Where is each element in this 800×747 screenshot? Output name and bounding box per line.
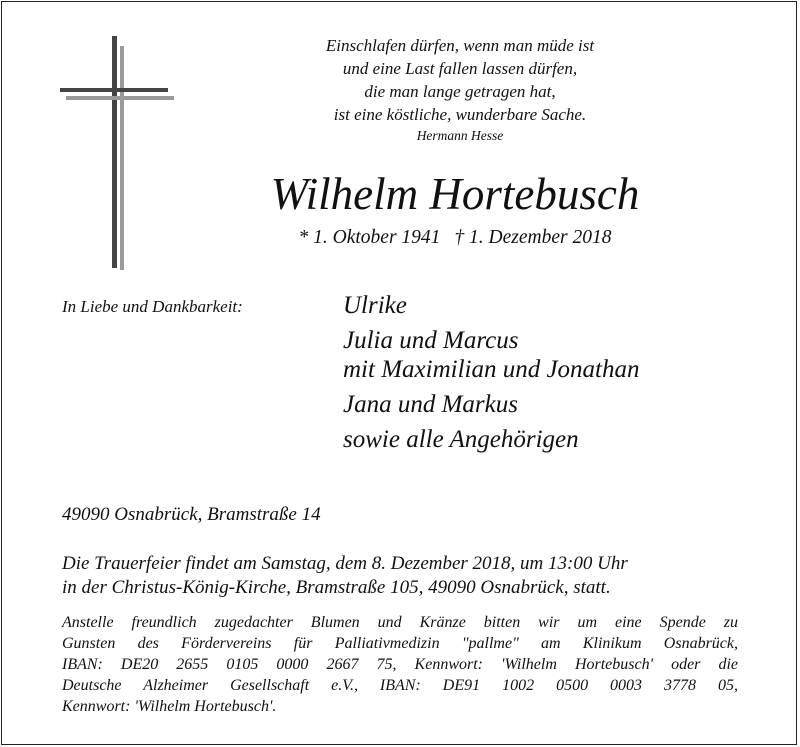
poem-line: und eine Last fallen lassen dürfen, — [342, 59, 578, 78]
mourner-group — [343, 425, 640, 454]
poem-line: Einschlafen dürfen, wenn man müde ist — [325, 36, 595, 55]
latin-cross-icon — [58, 34, 178, 274]
mourners-label: In Liebe und Dankbarkeit: — [62, 297, 243, 316]
mourner-line: sowie alle Angehörigen — [343, 426, 579, 453]
poem-line: ist eine köstliche, wunderbare Sache. — [333, 105, 587, 124]
mourner-line: Jana und Markus — [343, 391, 518, 418]
mourner-line: Ulrike — [343, 292, 407, 319]
birth-date: * 1. Oktober 1941 — [298, 227, 441, 248]
donation-line: Gunsten des Fördervereins für Palliativmedizin "pallme" am Klinikum Osnabrück, — [62, 635, 738, 652]
donation-line: Deutsche Alzheimer Gesellschaft e.V., IBAN: DE91 1002 0500 0003 3778 05, — [62, 677, 738, 694]
donation-line: Kennwort: 'Wilhelm Hortebusch'. — [62, 698, 277, 715]
mourner-group — [343, 291, 640, 320]
cross-horizontal-dark-bar — [60, 88, 168, 92]
mourner-line: Julia und Marcus — [343, 327, 519, 354]
ceremony-line: Die Trauerfeier findet am Samstag, dem 8. Dezember 2018, um 13:00 Uhr — [62, 553, 628, 574]
poem-quote — [260, 34, 660, 146]
family-address: 49090 Osnabrück, Bramstraße 14 — [62, 504, 321, 525]
mourner-group — [343, 390, 640, 419]
donation-request — [62, 612, 738, 717]
cross-horizontal-light-bar — [66, 96, 174, 100]
poem-author: Hermann Hesse — [416, 128, 504, 143]
mourners-list — [343, 291, 640, 460]
cross-vertical-light-bar — [120, 46, 124, 270]
death-date: † 1. Dezember 2018 — [454, 227, 612, 248]
mourner-line: mit Maximilian und Jonathan — [343, 356, 640, 383]
ceremony-line: in der Christus-König-Kirche, Bramstraße 105, 49090 Osnabrück, statt. — [62, 577, 611, 598]
deceased-name: Wilhelm Hortebusch — [270, 169, 640, 219]
donation-line: IBAN: DE20 2655 0105 0000 2667 75, Kennwort: 'Wilhelm Hortebusch' oder die — [62, 656, 738, 673]
life-dates — [200, 226, 710, 250]
funeral-ceremony-info — [62, 552, 762, 600]
donation-line: Anstelle freundlich zugedachter Blumen und Kränze bitten wir um eine Spende zu — [62, 614, 738, 631]
cross-vertical-dark-bar — [112, 36, 117, 268]
mourner-group — [343, 326, 640, 384]
poem-line: die man lange getragen hat, — [364, 82, 556, 101]
